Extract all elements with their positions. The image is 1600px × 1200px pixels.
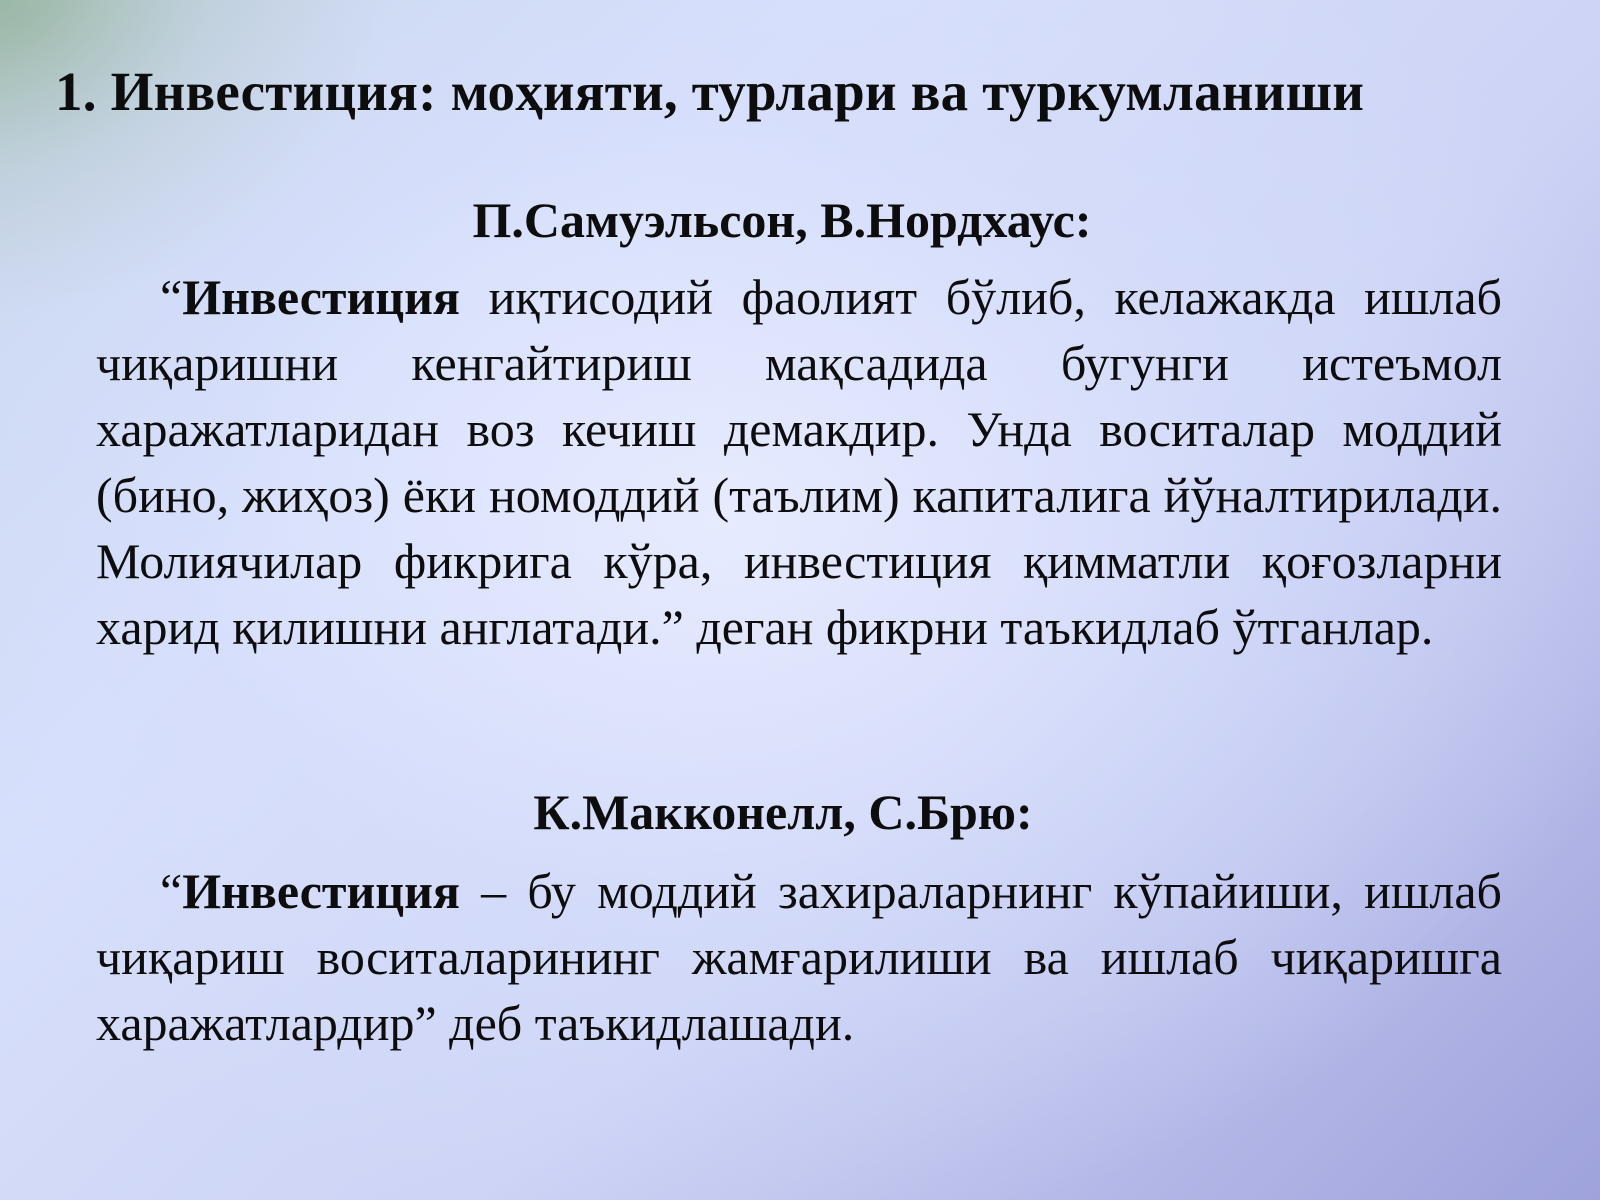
quote-samuelson-nordhaus bbox=[96, 264, 1502, 660]
open-quote-mark: “ bbox=[160, 269, 183, 325]
section-heading-mcconnell-brue: К.Макконелл, С.Брю: bbox=[533, 784, 1033, 840]
section-heading-samuelson-nordhaus: П.Самуэльсон, В.Нордхаус: bbox=[472, 192, 1092, 248]
quote-mcconnell-brue bbox=[96, 858, 1502, 1056]
slide-title: 1. Инвестиция: моҳияти, турлари ва туркумланиши bbox=[55, 61, 1365, 122]
quote-text: – бу моддий захираларнинг кўпайиши, ишлаб чиқариш воситаларининг жамғарилиши ва ишлаб чиқаришга харажатлардир” деб таъкидлашади. bbox=[96, 863, 1502, 1051]
quote-term: Инвестиция bbox=[182, 269, 460, 325]
quote-term: Инвестиция bbox=[182, 863, 460, 919]
quote-text: иқтисодий фаолият бўлиб, келажакда ишлаб чиқаришни кенгайтириш мақсадида бугунги истеъмол харажатларидан воз кечиш демакдир. Унда воситалар моддий (бино, жиҳоз) ёки номоддий (таълим) капиталига йўналтирилади. Молиячилар фикрига кўра, инвестиция қимматли қоғозларни харид қилишни англатади.” деган фикрни таъкидлаб ўтганлар. bbox=[96, 269, 1502, 655]
open-quote-mark: “ bbox=[160, 863, 183, 919]
